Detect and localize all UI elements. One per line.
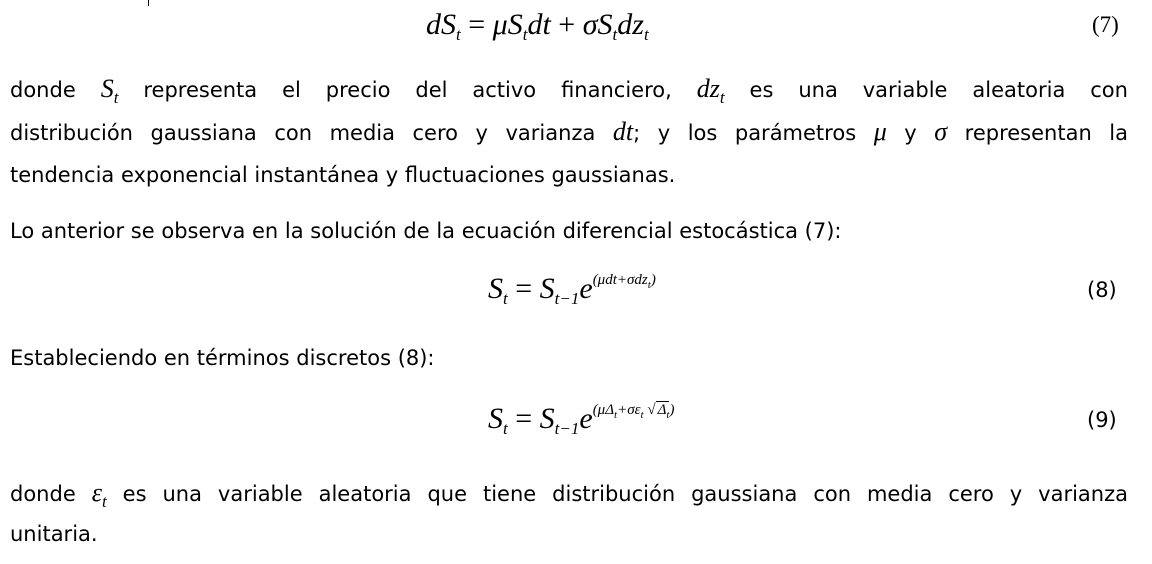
equation-9-row [0,396,1152,444]
equation-8: $S_t = S_{t-1}e^{(\mu dt+\sigma dz_t)}$ [488,272,656,308]
symbol-S-t: $S_t$ [100,74,119,107]
equation-7-row [0,2,1152,50]
equation-7-number: (7) [1092,12,1119,37]
symbol-sigma: σ [934,117,948,146]
equation-8-row [0,266,1152,314]
paragraph-1-line-2: distribución gaussiana con media cero y varianza dt; y los parámetros μ y σ representan la [10,117,1128,146]
paragraph-4-line-1: donde $\varepsilon_t$ es una variable aleatoria que tiene distribución gaussiana con media cero y varianza [10,478,1128,511]
paragraph-3: Estableciendo en términos discretos (8): [10,346,435,370]
equation-9-number: (9) [1087,408,1117,432]
sqrt-delta: $\Delta_t$ [657,402,670,421]
equation-7: $dS_t = \mu S_tdt + \sigma S_tdz_t$ [426,8,649,44]
equation-9: $S_t = S_{t-1}e^{(\mu\Delta_t+\sigma\varepsilon_t √ \Delta_t)}$ [488,402,675,438]
paragraph-4-line-2: unitaria. [10,522,98,546]
symbol-epsilon-t: $\varepsilon_t$ [91,478,107,511]
symbol-dt: dt [612,117,634,146]
equation-8-number: (8) [1087,278,1117,302]
symbol-dz-t: $dz_t$ [696,74,725,107]
paragraph-2: Lo anterior se observa en la solución de la ecuación diferencial estocástica (7): [10,219,842,243]
paragraph-1-line-1: donde $S_t$ representa el precio del activo financiero, $dz_t$ es una variable aleatoria con [10,74,1128,107]
paragraph-1-line-3: tendencia exponencial instantánea y fluctuaciones gaussianas. [10,163,676,187]
symbol-mu: μ [873,117,887,146]
